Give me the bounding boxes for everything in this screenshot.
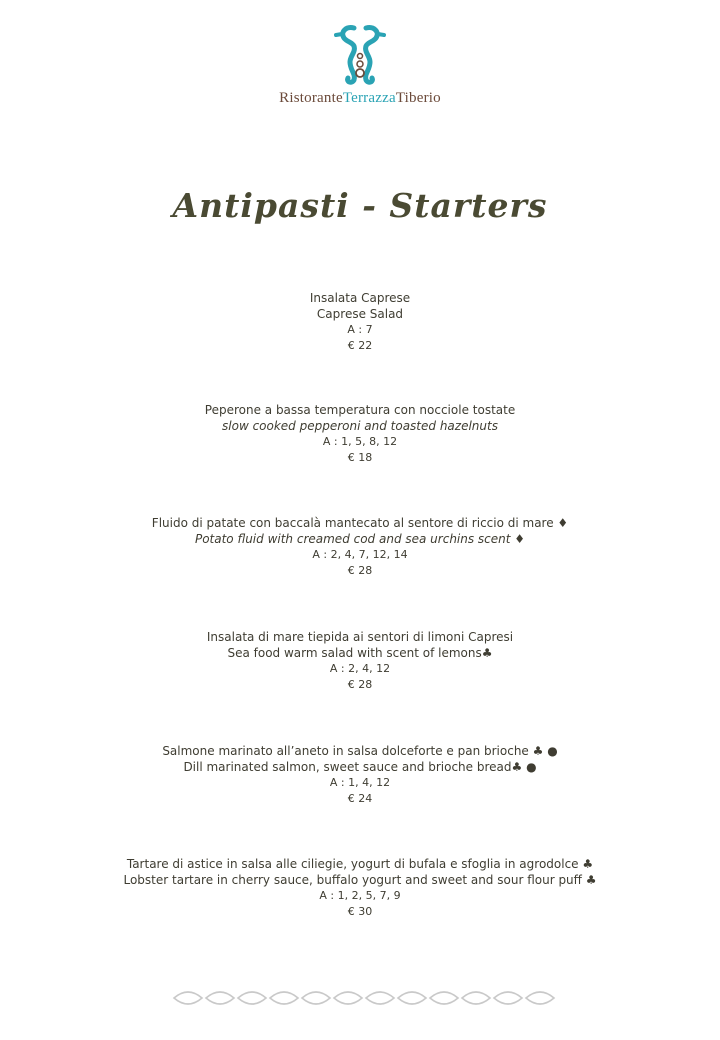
- item-price: € 24: [347, 792, 373, 805]
- item-italian-name: Insalata Caprese: [309, 291, 411, 305]
- item-italian-name: Insalata di mare tiepida ai sentori di limoni Capresi: [206, 630, 514, 644]
- item-italian-name: Fluido di patate con baccalà mantecato al sentore di riccio di mare ♦: [151, 516, 569, 530]
- item-italian-name: Tartare di astice in salsa alle ciliegie, yogurt di bufala e sfoglia in agrodolce ♣: [126, 857, 594, 871]
- item-allergens: A : 1, 2, 5, 7, 9: [319, 889, 401, 902]
- brand-name: [0, 90, 720, 107]
- seahorse-pair-icon: [328, 22, 392, 86]
- item-english-name: Sea food warm salad with scent of lemons♣: [227, 646, 493, 660]
- wave-ornament-icon: [170, 986, 560, 1010]
- item-price: € 22: [347, 339, 373, 352]
- item-english-name: Dill marinated salmon, sweet sauce and brioche bread♣ ●: [183, 760, 537, 774]
- item-price: € 28: [347, 564, 373, 577]
- item-price: € 30: [347, 905, 373, 918]
- item-english-name: Caprese Salad: [316, 307, 404, 321]
- item-allergens: A : 2, 4, 7, 12, 14: [312, 548, 408, 561]
- restaurant-logo: [0, 22, 720, 107]
- menu-item: [0, 856, 720, 920]
- item-price: € 18: [347, 451, 373, 464]
- item-allergens: A : 1, 5, 8, 12: [322, 435, 398, 448]
- brand-part-ristorante: Ristorante: [279, 90, 343, 106]
- item-italian-name: Peperone a bassa temperatura con nocciole tostate: [204, 403, 516, 417]
- brand-part-terrazza: Terrazza: [342, 90, 396, 106]
- menu-item: [0, 629, 720, 693]
- item-allergens: A : 2, 4, 12: [329, 662, 391, 675]
- menu-item: [0, 402, 720, 466]
- item-english-name: Lobster tartare in cherry sauce, buffalo yogurt and sweet and sour flour puff ♣: [123, 873, 597, 887]
- item-allergens: A : 7: [347, 323, 373, 336]
- item-allergens: A : 1, 4, 12: [329, 776, 391, 789]
- item-price: € 28: [347, 678, 373, 691]
- item-english-name: slow cooked pepperoni and toasted hazelnuts: [222, 419, 498, 433]
- menu-item: [0, 290, 720, 354]
- menu-item: [0, 515, 720, 579]
- page-title: Antipasti - Starters: [172, 186, 548, 225]
- brand-part-tiberio: Tiberio: [395, 90, 441, 106]
- item-english-name: Potato fluid with creamed cod and sea urchins scent ♦: [194, 532, 526, 546]
- item-italian-name: Salmone marinato all’aneto in salsa dolceforte e pan brioche ♣ ●: [162, 744, 558, 758]
- menu-item: [0, 743, 720, 807]
